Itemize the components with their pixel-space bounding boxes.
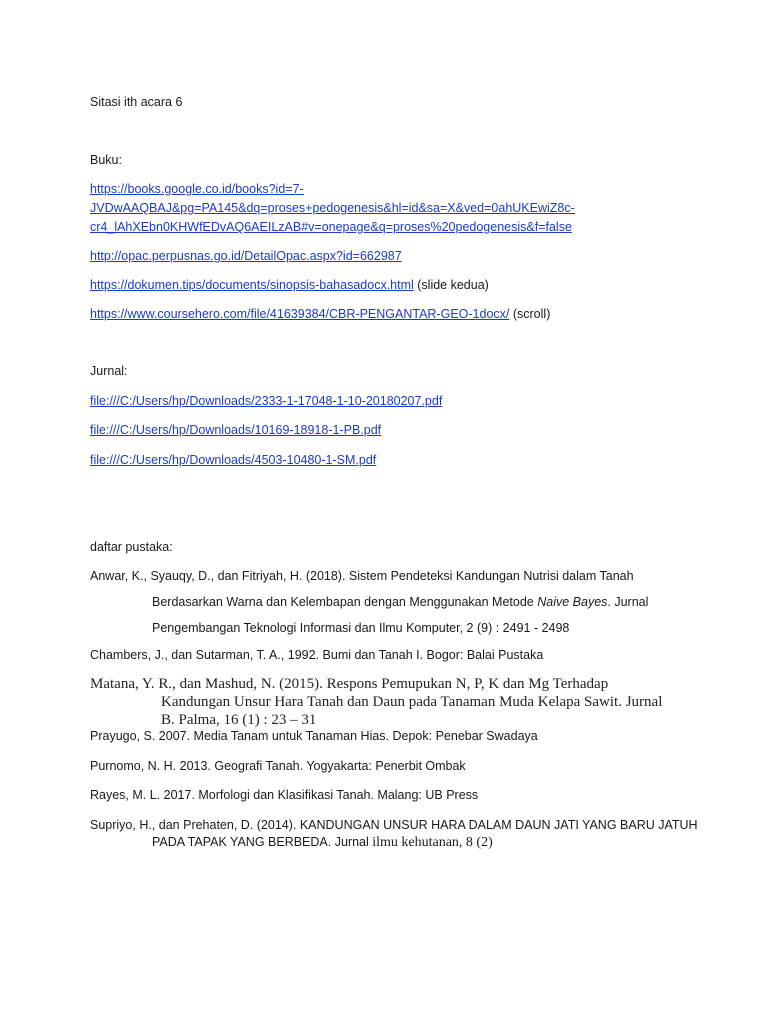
ref-prayugo: Prayugo, S. 2007. Media Tanam untuk Tanaman Hias. Depok: Penebar Swadaya [90, 729, 538, 743]
jurnal-link-2[interactable]: file:///C:/Users/hp/Downloads/10169-18918-1-PB.pdf [90, 423, 382, 437]
ref-anwar-line-3: Pengembangan Teknologi Informasi dan Ilmu Komputer, 2 (9) : 2491 - 2498 [152, 621, 570, 635]
coursehero-link[interactable]: https://www.coursehero.com/file/41639384/CBR-PENGANTAR-GEO-1docx/ [90, 307, 510, 321]
ref-supriyo-line-2-tail: ilmu kehutanan, 8 (2) [372, 835, 493, 850]
ref-supriyo-line-1: Supriyo, H., dan Prehaten, D. (2014). KANDUNGAN UNSUR HARA DALAM DAUN JATI YANG BARU JATUH [90, 818, 698, 832]
coursehero-note: (scroll) [512, 307, 551, 321]
dokumen-tips-entry [90, 276, 489, 294]
jurnal-link-1[interactable]: file:///C:/Users/hp/Downloads/2333-1-17048-1-10-20180207.pdf [90, 394, 443, 408]
ref-supriyo-line-2-text: PADA TAPAK YANG BERBEDA. Jurnal [152, 835, 373, 849]
ref-chambers: Chambers, J., dan Sutarman, T. A., 1992. Bumi dan Tanah I. Bogor: Balai Pustaka [90, 648, 544, 662]
google-books-link-line-1[interactable]: https://books.google.co.id/books?id=7- [90, 182, 304, 196]
google-books-link-line-2[interactable]: JVDwAAQBAJ&pg=PA145&dq=proses+pedogenesis&hl=id&sa=X&ved=0ahUKEwiZ8c- [90, 201, 575, 215]
ref-anwar-line-2-tail: . Jurnal [607, 595, 649, 609]
ref-purnomo: Purnomo, N. H. 2013. Geografi Tanah. Yogyakarta: Penerbit Ombak [90, 759, 466, 773]
ref-matana-line-3: B. Palma, 16 (1) : 23 – 31 [161, 712, 317, 728]
ref-supriyo-line-2 [152, 833, 493, 852]
dokumen-tips-note: (slide kedua) [417, 278, 489, 292]
document-title: Sitasi ith acara 6 [90, 95, 183, 109]
buku-heading: Buku: [90, 153, 122, 167]
ref-anwar-line-2 [152, 593, 648, 611]
ref-matana-line-2: Kandungan Unsur Hara Tanah dan Daun pada Tanaman Muda Kelapa Sawit. Jurnal [161, 694, 663, 710]
jurnal-heading: Jurnal: [90, 364, 128, 378]
coursehero-entry [90, 305, 550, 323]
jurnal-link-3[interactable]: file:///C:/Users/hp/Downloads/4503-10480-1-SM.pdf [90, 453, 377, 467]
ref-matana-line-1: Matana, Y. R., dan Mashud, N. (2015). Respons Pemupukan N, P, K dan Mg Terhadap [90, 676, 609, 692]
ref-anwar-italic-term: Naive Bayes [537, 595, 608, 609]
ref-anwar-line-1: Anwar, K., Syauqy, D., dan Fitriyah, H. (2018). Sistem Pendeteksi Kandungan Nutrisi dalam Tanah [90, 569, 634, 583]
ref-rayes: Rayes, M. L. 2017. Morfologi dan Klasifikasi Tanah. Malang: UB Press [90, 788, 479, 802]
ref-anwar-line-2-text: Berdasarkan Warna dan Kelembapan dengan Menggunakan Metode [152, 595, 538, 609]
opac-perpusnas-link[interactable]: http://opac.perpusnas.go.id/DetailOpac.aspx?id=662987 [90, 249, 402, 263]
google-books-link-line-3[interactable]: cr4_lAhXEbn0KHWfEDvAQ6AEILzAB#v=onepage&q=proses%20pedogenesis&f=false [90, 220, 572, 234]
daftar-pustaka-heading: daftar pustaka: [90, 540, 173, 554]
dokumen-tips-link[interactable]: https://dokumen.tips/documents/sinopsis-bahasadocx.html [90, 278, 414, 292]
